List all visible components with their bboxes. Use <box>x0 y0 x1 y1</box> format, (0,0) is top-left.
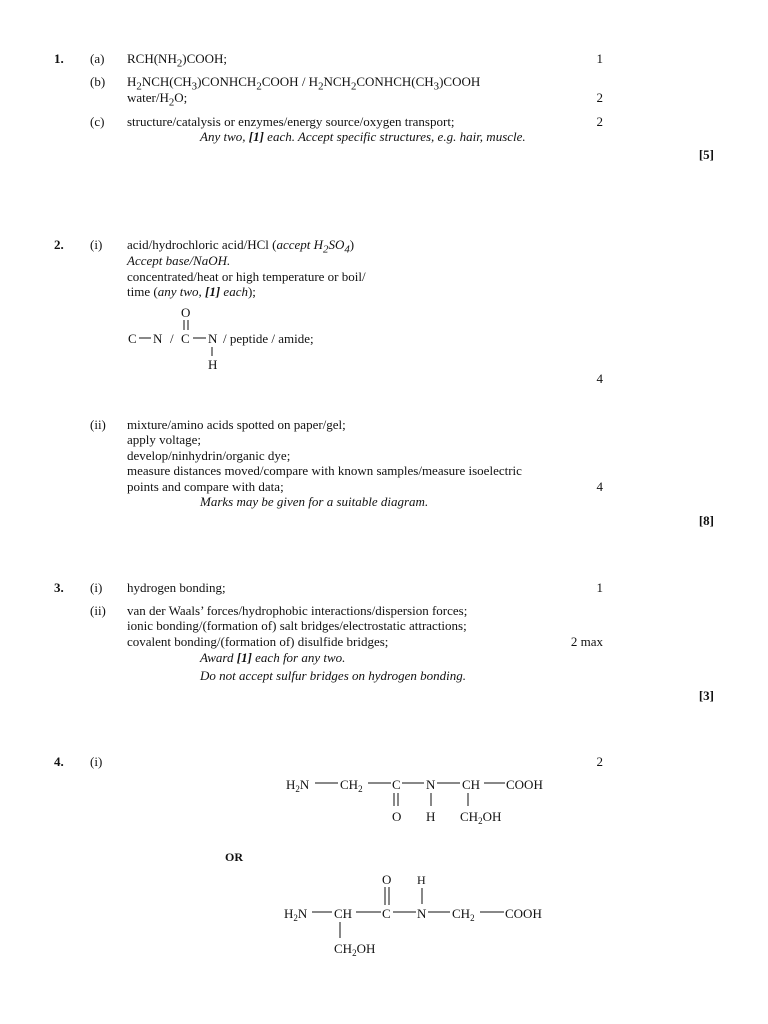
q2-number: 2. <box>54 237 64 252</box>
q3i-answer: hydrogen bonding; <box>127 580 226 595</box>
struct-c2: C <box>181 331 190 346</box>
q2ii-line1: mixture/amino acids spotted on paper/gel; <box>127 417 346 432</box>
s1-h: H <box>426 809 436 824</box>
s1-c: C <box>392 777 401 792</box>
s2-n: N <box>417 906 427 921</box>
q3i-label: (i) <box>90 580 103 595</box>
s1-side-chain: $CH_2OH$ <box>460 809 502 826</box>
s1-n: N <box>426 777 436 792</box>
s2-h2n: $H_2N$ <box>284 906 308 923</box>
q4-structure-2 <box>278 870 563 962</box>
q3ii-marking-note2: Do not accept sulfur bridges on hydrogen bonding. <box>200 668 466 683</box>
q2ii-label: (ii) <box>90 417 106 432</box>
q3i-mark: 1 <box>596 580 603 595</box>
q4-or: OR <box>225 850 243 864</box>
q1b-answer-line1: $H_2NCH(CH_3)CONHCH_2COOH$ / $H_2NCH_2CONHCH(CH_3)COOH$ <box>127 74 481 93</box>
q1b-mark: 2 <box>596 90 603 105</box>
q3ii-mark: 2 max <box>570 634 603 649</box>
q4i-mark: 2 <box>596 754 603 769</box>
q2ii-line4: measure distances moved/compare with known samples/measure isoelectric <box>127 463 522 478</box>
s2-ch2: $CH_2$ <box>452 906 475 923</box>
struct-n2: N <box>208 331 218 346</box>
q2i-mark: 4 <box>596 371 603 386</box>
q2-total: [8] <box>698 513 714 528</box>
q3-total: [3] <box>698 688 714 703</box>
q2ii-line2: apply voltage; <box>127 432 202 447</box>
s2-ch: CH <box>334 906 353 921</box>
q3ii-line1: van der Waals’ forces/hydrophobic interactions/dispersion forces; <box>127 603 468 618</box>
q4-number: 4. <box>54 754 64 769</box>
q2ii-line3: develop/ninhydrin/organic dye; <box>127 448 291 463</box>
struct-sep: / <box>170 331 174 346</box>
s1-o: O <box>392 809 402 824</box>
q1c-answer: structure/catalysis or enzymes/energy source/oxygen transport; <box>127 114 455 129</box>
q1a-label: (a) <box>90 51 105 66</box>
q2i-line2: Accept base/NaOH. <box>127 253 231 268</box>
q3ii-label: (ii) <box>90 603 106 618</box>
q1a-mark: 1 <box>596 51 603 66</box>
s1-ch: CH <box>462 777 481 792</box>
q1a-answer: $RCH(NH_2)COOH$; <box>127 51 228 70</box>
q3-number: 3. <box>54 580 64 595</box>
q2i-peptide-structure <box>120 300 360 376</box>
s2-side-chain: $CH_2OH$ <box>334 941 376 958</box>
struct-n1: N <box>153 331 163 346</box>
q2ii-marking-note: Marks may be given for a suitable diagram. <box>200 494 429 509</box>
struct-c1: C <box>128 331 137 346</box>
q1b-answer-line2: water/$H_2O$; <box>127 90 188 109</box>
q2i-label: (i) <box>90 237 103 252</box>
struct-tail: / peptide / amide; <box>223 331 314 346</box>
q1c-label: (c) <box>90 114 105 129</box>
q1-total: [5] <box>698 147 714 162</box>
q2i-line3: concentrated/heat or high temperature or boil/ <box>127 269 366 284</box>
q3ii-line2: ionic bonding/(formation of) salt bridges/electrostatic attractions; <box>127 618 467 633</box>
s1-ch2: $CH_2$ <box>340 777 363 794</box>
q4-structure-1 <box>280 770 560 830</box>
q4i-label: (i) <box>90 754 103 769</box>
s2-h: H <box>417 873 426 887</box>
q2i-line4: time (any two, [1] each); <box>127 284 256 299</box>
q1c-marking-note: Any two, [1] each. Accept specific structures, e.g. hair, muscle. <box>200 129 526 144</box>
q2ii-mark: 4 <box>596 479 603 494</box>
s2-c: C <box>382 906 391 921</box>
q1c-mark: 2 <box>596 114 603 129</box>
struct-o: O <box>181 305 191 320</box>
s2-cooh: COOH <box>505 906 542 921</box>
struct-h: H <box>208 357 218 372</box>
q1b-label: (b) <box>90 74 106 89</box>
s1-cooh: COOH <box>506 777 543 792</box>
q2i-line1: acid/hydrochloric acid/HCl (accept $H_2SO_4$) <box>127 237 355 256</box>
q3ii-line3: covalent bonding/(formation of) disulfide bridges; <box>127 634 389 649</box>
s2-o: O <box>382 872 392 887</box>
q2ii-line5: points and compare with data; <box>127 479 284 494</box>
q3ii-marking-note1: Award [1] each for any two. <box>200 650 346 665</box>
q1-number: 1. <box>54 51 64 66</box>
s1-h2n: $H_2N$ <box>286 777 310 794</box>
